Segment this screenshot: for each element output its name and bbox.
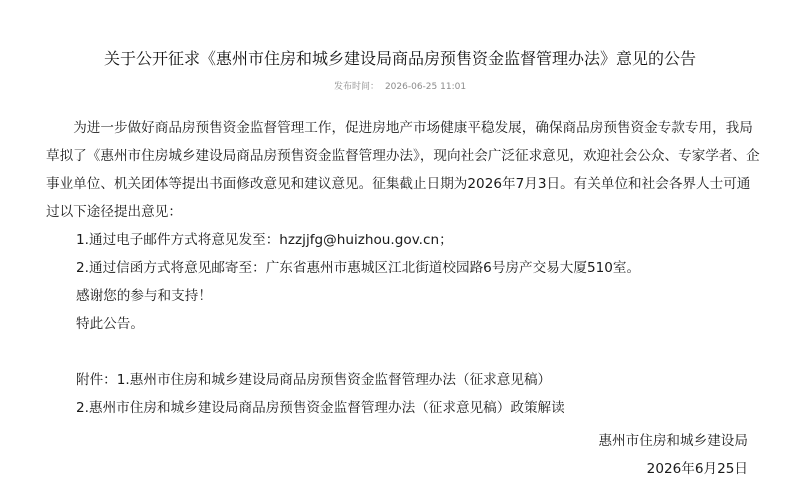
submission-item-mail: 2.通过信函方式将意见邮寄至：广东省惠州市惠城区江北街道校园路6号房产交易大厦510室。 — [76, 260, 641, 276]
body-paragraph: 为进一步做好商品房预售资金监督管理工作，促进房地产市场健康平稳发展，确保商品房预售资金专款专用，我局草拟了《惠州市住房城乡建设局商品房预售资金监督管理办法》，现向社会广泛征求意见，欢迎社会公众、专家学者、企事业单位、机关团体等提出书面修改意见和建议意见。征集截止日期为2026年7月3日。有关单位和社会各界人士可通过以下途径提出意见： — [46, 120, 760, 220]
notice-title: 关于公开征求《惠州市住房和城乡建设局商品房预售资金监督管理办法》意见的公告 — [103, 49, 696, 68]
submission-item-email: 1.通过电子邮件方式将意见发至：hzzjjfg@huizhou.gov.cn； — [76, 232, 453, 248]
attachment-link-2[interactable]: 2.惠州市住房和城乡建设局商品房预售资金监督管理办法（征求意见稿）政策解读 — [76, 400, 565, 416]
notice-body — [46, 114, 760, 422]
publish-meta — [0, 81, 800, 93]
attachment-link-1[interactable]: 附件：1.惠州市住房和城乡建设局商品房预售资金监督管理办法（征求意见稿） — [76, 372, 552, 388]
publish-label: 发布时间： — [333, 82, 379, 92]
thanks-text: 感谢您的参与和支持！ — [76, 288, 212, 304]
publish-time: 2026-06-25 11:01 — [384, 82, 467, 92]
signature-org: 惠州市住房和城乡建设局 — [598, 433, 748, 449]
signature-date: 2026年6月25日 — [646, 461, 748, 477]
closing-text: 特此公告。 — [76, 316, 144, 332]
